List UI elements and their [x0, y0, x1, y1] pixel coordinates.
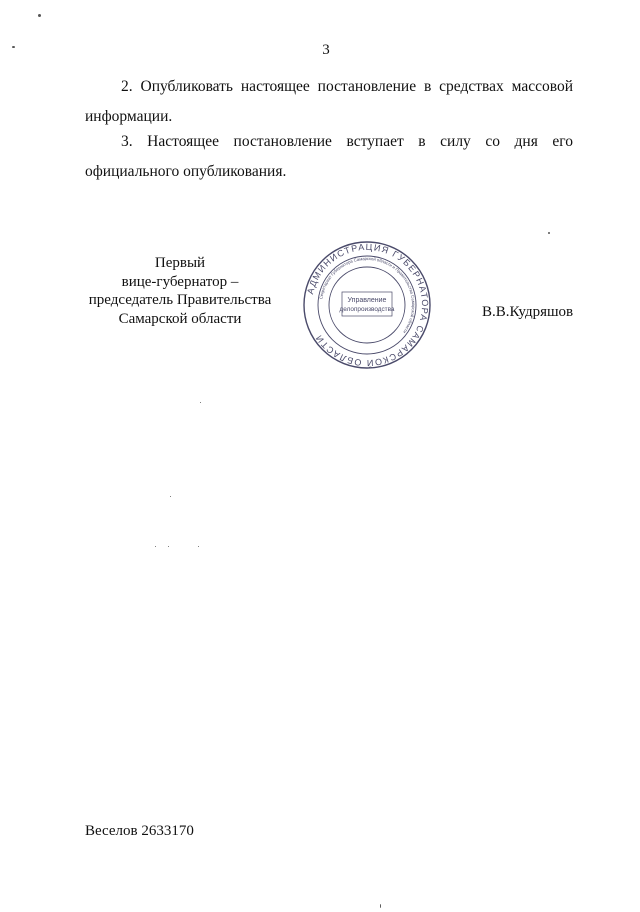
paragraph-2-line-2: информации.	[85, 108, 173, 125]
seal-outer-text: АДМИНИСТРАЦИЯ ГУБЕРНАТОРА САМАРСКОЙ ОБЛАСТИ	[305, 241, 431, 369]
scan-speck	[200, 402, 201, 403]
paragraph-3	[85, 127, 573, 187]
seal-center-line-1: Управление	[347, 297, 387, 304]
signer-title-line: Первый	[154, 255, 206, 271]
signer-title	[80, 254, 280, 328]
seal-inner-text: Секретариат Губернатора Самарской области и Правительства Самарской области	[318, 255, 417, 335]
paragraph-3-line-2: официального опубликования.	[85, 163, 287, 180]
scan-speck	[380, 904, 381, 908]
scan-speck	[170, 496, 171, 497]
scan-speck	[38, 14, 41, 17]
signer-title-line: Самарской области	[118, 310, 242, 327]
scan-speck	[548, 232, 550, 234]
scan-speck	[198, 546, 199, 547]
official-seal	[300, 240, 434, 370]
seal-inner-ring	[329, 267, 405, 343]
scan-speck	[155, 546, 156, 547]
signer-name: В.В.Кудряшов	[482, 304, 574, 320]
scan-speck	[12, 46, 15, 48]
page-number: 3	[322, 42, 330, 58]
executor-note: Веселов 2633170	[85, 823, 194, 839]
seal-center-line-2: делопроизводства	[339, 306, 395, 313]
paragraph-2	[85, 72, 573, 132]
signer-title-line: председатель Правительства	[88, 292, 272, 308]
scan-speck	[168, 546, 169, 547]
paragraph-2-line-1: 2. Опубликовать настоящее постановление в средствах массовой	[121, 78, 573, 95]
paragraph-3-line-1: 3. Настоящее постановление вступает в силу со дня его	[121, 133, 573, 150]
signer-title-line: вице-губернатор –	[121, 273, 239, 290]
